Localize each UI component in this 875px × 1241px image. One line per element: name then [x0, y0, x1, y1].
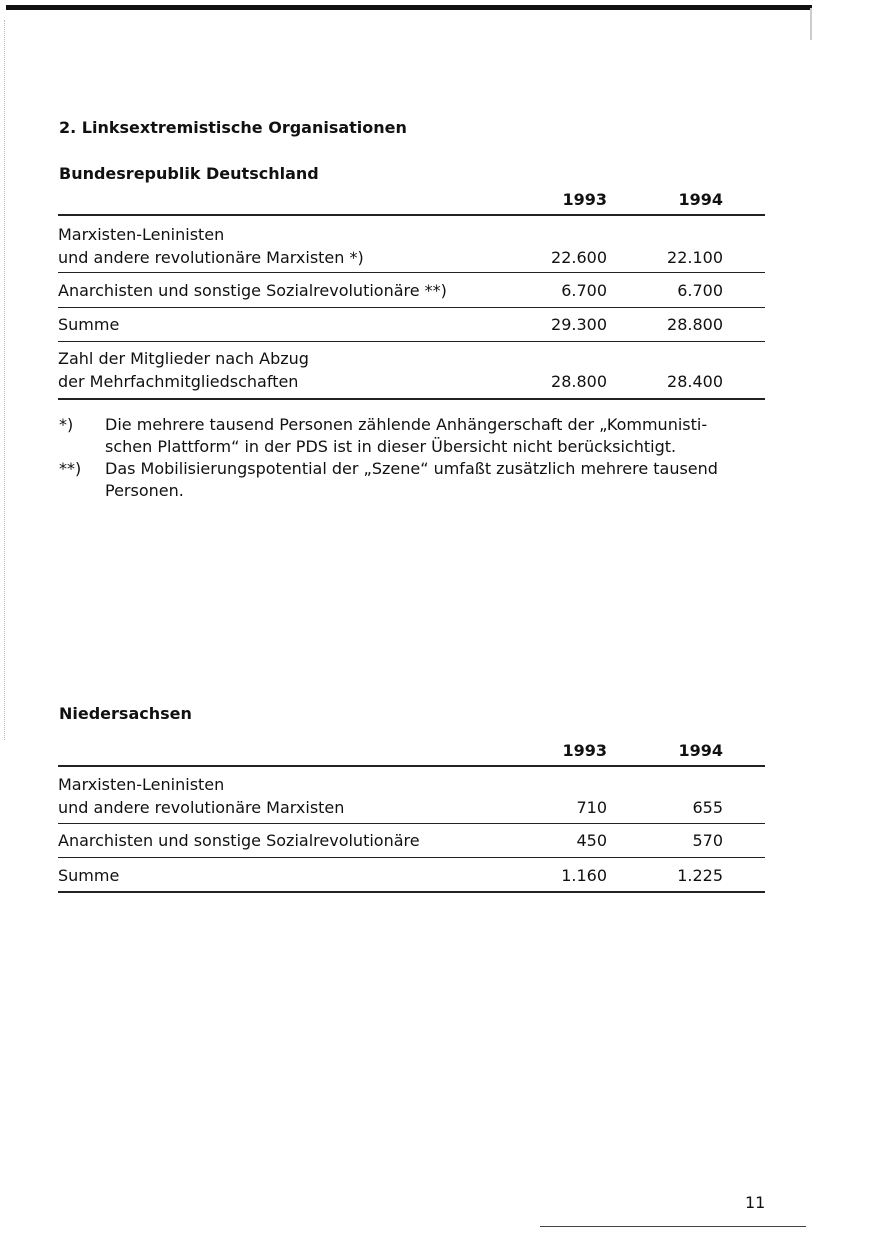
row-label: Marxisten-Leninisten [58, 775, 225, 794]
row-label: Summe [58, 866, 120, 885]
row-label: der Mehrfachmitgliedschaften [58, 372, 299, 391]
table-row [58, 273, 765, 307]
value-1994: 28.400 [667, 372, 723, 391]
table-row [58, 342, 765, 398]
value-1993: 28.800 [551, 372, 607, 391]
row-label: und andere revolutionäre Marxisten [58, 798, 345, 817]
value-1993: 22.600 [551, 248, 607, 267]
table-row [58, 858, 765, 891]
row-label: Anarchisten und sonstige Sozialrevolutionäre [58, 831, 420, 850]
top-scan-bar [6, 5, 812, 10]
table-header [58, 735, 765, 765]
row-label: und andere revolutionäre Marxisten *) [58, 248, 364, 267]
section-title: 2. Linksextremistische Organisationen [59, 118, 407, 137]
year-1994-header: 1994 [678, 190, 723, 209]
value-1993: 710 [576, 798, 607, 817]
value-1994: 1.225 [677, 866, 723, 885]
year-1993-header: 1993 [562, 741, 607, 760]
footnote-line: schen Plattform“ in der PDS ist in dieser Übersicht nicht berücksichtigt. [105, 437, 677, 456]
row-label: Zahl der Mitglieder nach Abzug [58, 349, 309, 368]
table-bottom-rule [58, 398, 765, 400]
footnote [59, 414, 779, 458]
table-brd [58, 184, 765, 400]
table-title-brd: Bundesrepublik Deutschland [59, 164, 319, 183]
table-row [58, 308, 765, 341]
value-1994: 22.100 [667, 248, 723, 267]
footnote-line: Die mehrere tausend Personen zählende Anhängerschaft der „Kommunisti- [105, 415, 708, 434]
value-1993: 29.300 [551, 315, 607, 334]
table-niedersachsen [58, 735, 765, 893]
footnote-mark: *) [59, 415, 74, 434]
footnote-line: Personen. [105, 481, 184, 500]
value-1994: 28.800 [667, 315, 723, 334]
row-label: Marxisten-Leninisten [58, 225, 225, 244]
table-header [58, 184, 765, 214]
value-1994: 570 [692, 831, 723, 850]
value-1993: 6.700 [561, 281, 607, 300]
table-row [58, 216, 765, 272]
top-scan-tick [810, 8, 812, 40]
footnote-mark: **) [59, 459, 82, 478]
year-1993-header: 1993 [562, 190, 607, 209]
value-1994: 655 [692, 798, 723, 817]
value-1993: 450 [576, 831, 607, 850]
value-1993: 1.160 [561, 866, 607, 885]
footnote-line: Das Mobilisierungspotential der „Szene“ umfaßt zusätzlich mehrere tausend [105, 459, 718, 478]
footnote [59, 458, 779, 502]
footnotes [59, 414, 779, 502]
row-label: Summe [58, 315, 120, 334]
year-1994-header: 1994 [678, 741, 723, 760]
page-number: 11 [745, 1193, 766, 1212]
bottom-rule [540, 1226, 806, 1227]
table-title-niedersachsen: Niedersachsen [59, 704, 192, 723]
value-1994: 6.700 [677, 281, 723, 300]
row-label: Anarchisten und sonstige Sozialrevolutionäre **) [58, 281, 447, 300]
table-bottom-rule [58, 891, 765, 893]
left-margin-trace [4, 20, 6, 740]
table-row [58, 824, 765, 857]
table-row [58, 767, 765, 823]
